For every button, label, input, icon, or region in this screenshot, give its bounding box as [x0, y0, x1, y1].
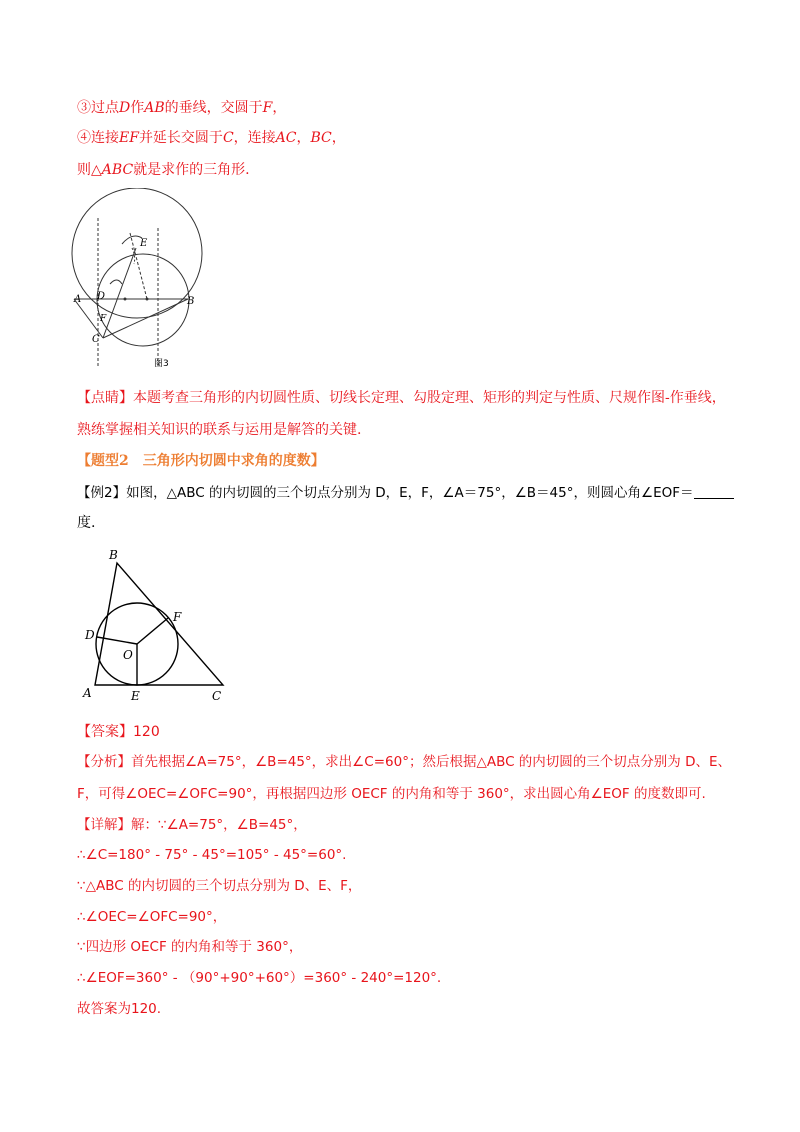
radius-of: [137, 618, 168, 644]
label-f: F: [173, 610, 182, 624]
answer-line: [77, 722, 160, 742]
analysis-text: 首先根据∠A=75°，∠B=45°，求出∠C=60°；然后根据△ABC 的内切圆的三个切点分别为 D、E、: [131, 754, 732, 770]
segment-ef: EF: [119, 130, 139, 146]
example-text: 【例2】如图，△ABC 的内切圆的三个切点分别为 D，E，F，∠A＝75°，∠B＝45°，则圆心角∠EOF＝: [77, 485, 694, 501]
label-o: O: [123, 648, 133, 662]
label-e: E: [131, 689, 140, 703]
conclusion-text: [77, 160, 250, 180]
label-a: A: [83, 686, 92, 700]
text-segment: 的垂线，交圆于: [164, 100, 263, 116]
text-segment: 连接: [91, 130, 119, 146]
text-segment: 过点: [91, 100, 119, 116]
dianjing-line-1: [77, 388, 726, 408]
detail-line-1: [77, 815, 307, 835]
text-segment: 作: [130, 100, 145, 116]
label-c: C: [212, 689, 222, 703]
small-circle: [97, 254, 189, 346]
label-b: B: [109, 548, 118, 562]
figure-3-construction: [70, 188, 220, 370]
figure-caption: 图3: [154, 359, 169, 369]
answer-value: 120: [133, 724, 160, 740]
label-c: C: [92, 334, 100, 345]
point-d: D: [119, 100, 131, 116]
step-3-text: [77, 98, 286, 118]
step-4-text: [77, 128, 346, 148]
answer-blank: [694, 484, 734, 499]
triangle-abc: ABC: [101, 162, 134, 178]
detail-line-6: ∴∠EOF=360° - （90°+90°+60°）=360° - 240°=120°.: [77, 970, 442, 986]
label-a: A: [74, 294, 82, 305]
text-segment: ，: [296, 130, 311, 146]
point-mark: [124, 298, 127, 301]
segment-ab: AB: [144, 100, 165, 116]
step-number: ④: [77, 130, 91, 146]
text-segment: ，: [331, 130, 346, 146]
label-d: D: [97, 291, 106, 302]
text-segment: 就是求作的三角形.: [133, 162, 250, 178]
segment-ec-line: [103, 248, 136, 338]
detail-line-3: ∵△ABC 的内切圆的三个切点分别为 D、E、F，: [77, 878, 362, 894]
point-mark: [146, 298, 149, 301]
figure-incircle-triangle: [75, 545, 235, 705]
label-f: F: [100, 314, 107, 324]
text-segment: ，连接: [233, 130, 276, 146]
detail-line-4: ∴∠OEC=∠OFC=90°，: [77, 909, 227, 925]
dianjing-tag: 【点睛】: [77, 390, 133, 406]
text-segment: ，: [272, 100, 287, 116]
section-title: 【题型2 三角形内切圆中求角的度数】: [77, 453, 325, 469]
detail-line-5: ∵四边形 OECF 的内角和等于 360°，: [77, 939, 303, 955]
text-segment: 并延长交圆于: [138, 130, 223, 146]
label-e: E: [140, 238, 148, 249]
segment-bc: BC: [310, 130, 332, 146]
answer-tag: 【答案】: [77, 724, 133, 740]
label-d: D: [85, 628, 95, 642]
example-line-1: [77, 483, 734, 503]
analysis-line-2: F，可得∠OEC=∠OFC=90°，再根据四边形 OECF 的内角和等于 360°，求出圆心角∠EOF 的度数即可.: [77, 786, 706, 802]
label-b: B: [187, 296, 195, 307]
example-line-2: 度.: [77, 515, 96, 531]
point-c: C: [222, 130, 234, 146]
analysis-tag: 【分析】: [77, 754, 131, 770]
point-f: F: [262, 100, 273, 116]
text-segment: 则△: [77, 162, 102, 178]
triangle: [95, 563, 223, 685]
dianjing-text: 熟练掌握相关知识的联系与运用是解答的关键.: [77, 422, 362, 438]
segment-ac: AC: [275, 130, 297, 146]
arc-mark-d: [110, 280, 122, 284]
analysis-line-1: [77, 752, 731, 772]
dianjing-line-2: [77, 420, 361, 440]
detail-text: 解：∵∠A=75°，∠B=45°，: [131, 817, 307, 833]
dianjing-text: 本题考查三角形的内切圆性质、切线长定理、勾股定理、矩形的判定与性质、尺规作图-作垂线，: [133, 390, 726, 406]
detail-line-7: 故答案为120.: [77, 1001, 162, 1017]
step-number: ③: [77, 100, 91, 116]
detail-line-2: ∴∠C=180° - 75° - 45°=105° - 45°=60°.: [77, 847, 347, 863]
detail-tag: 【详解】: [77, 817, 131, 833]
